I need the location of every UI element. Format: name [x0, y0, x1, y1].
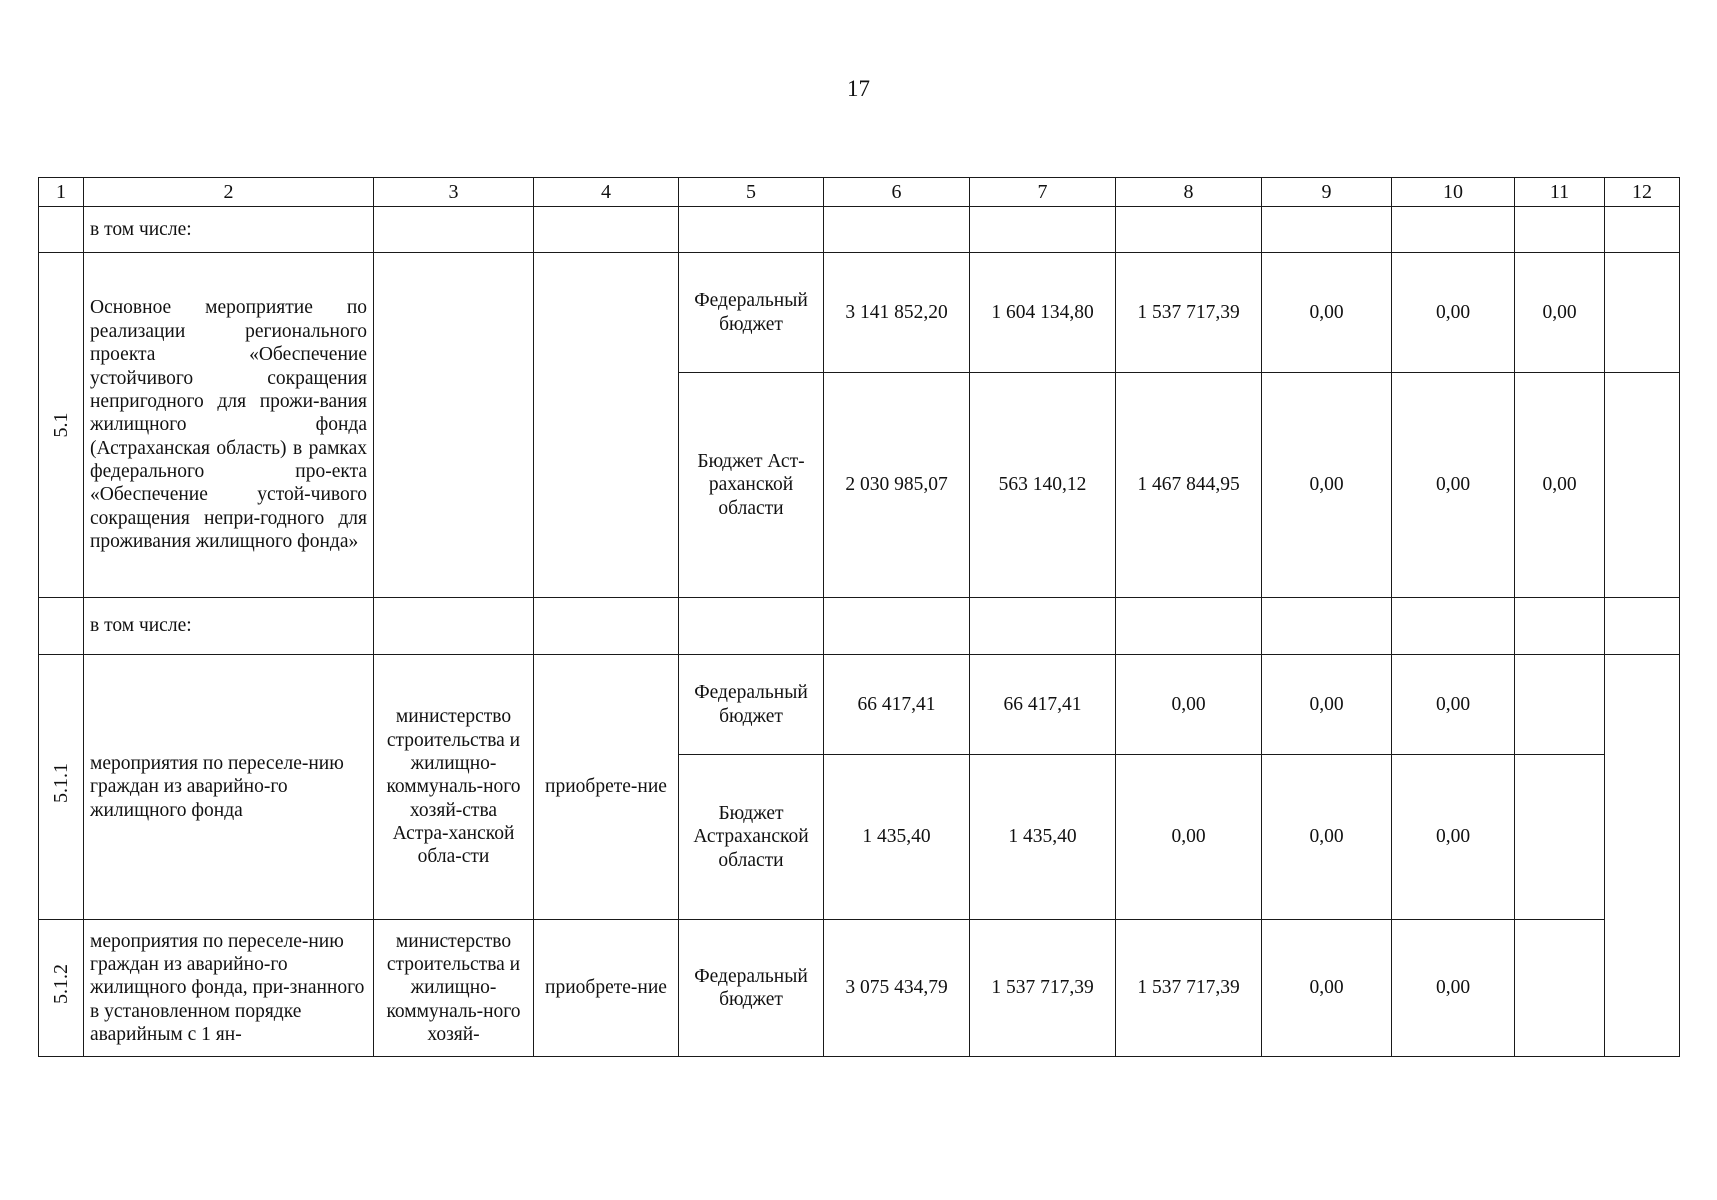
table-row [39, 253, 1680, 373]
header-cell: 3 [374, 178, 534, 207]
header-row [39, 178, 1680, 207]
header-cell: 8 [1116, 178, 1262, 207]
amount-cell: 0,00 [1262, 755, 1392, 920]
row-code: 5.1.2 [50, 964, 72, 1004]
header-cell: 12 [1605, 178, 1680, 207]
header-cell: 2 [84, 178, 374, 207]
budget-table [38, 177, 1680, 1057]
funding-source: Бюджет Астраханской области [679, 755, 824, 920]
amount-cell: 0,00 [1515, 373, 1605, 598]
header-cell: 6 [824, 178, 970, 207]
measure-description: мероприятия по переселе-нию граждан из аварийно-го жилищного фонда, при-знанного в установленном порядке аварийным с 1 ян- [84, 920, 374, 1057]
amount-cell: 1 537 717,39 [1116, 253, 1262, 373]
amount-cell: 1 435,40 [970, 755, 1116, 920]
amount-cell: 0,00 [1392, 755, 1515, 920]
amount-cell: 66 417,41 [824, 655, 970, 755]
funding-source: Бюджет Аст-раханской области [679, 373, 824, 598]
responsible-organization: министерство строительства и жилищно-коммуналь-ного хозяй- [374, 920, 534, 1057]
row-code-cell [39, 655, 84, 920]
amount-cell: 3 141 852,20 [824, 253, 970, 373]
amount-cell: 0,00 [1262, 253, 1392, 373]
measure-description: мероприятия по переселе-нию граждан из аварийно-го жилищного фонда [84, 655, 374, 920]
measure-type: приобрете-ние [534, 920, 679, 1057]
page-number: 17 [847, 76, 870, 101]
header-cell: 7 [970, 178, 1116, 207]
header-cell: 11 [1515, 178, 1605, 207]
amount-cell: 1 537 717,39 [1116, 920, 1262, 1057]
header-cell: 1 [39, 178, 84, 207]
amount-cell: 3 075 434,79 [824, 920, 970, 1057]
including-label: в том числе: [84, 207, 374, 253]
header-cell: 4 [534, 178, 679, 207]
amount-cell: 1 604 134,80 [970, 253, 1116, 373]
including-label: в том числе: [84, 598, 374, 655]
amount-cell: 0,00 [1116, 755, 1262, 920]
row-code-cell [39, 253, 84, 598]
subheading-row [39, 207, 1680, 253]
amount-cell: 563 140,12 [970, 373, 1116, 598]
header-cell: 10 [1392, 178, 1515, 207]
amount-cell: 0,00 [1392, 920, 1515, 1057]
amount-cell: 0,00 [1262, 655, 1392, 755]
subheading-row [39, 598, 1680, 655]
header-cell: 5 [679, 178, 824, 207]
header-cell: 9 [1262, 178, 1392, 207]
amount-cell: 0,00 [1116, 655, 1262, 755]
amount-cell: 0,00 [1392, 655, 1515, 755]
measure-description: Основное мероприятие по реализации регионального проекта «Обеспечение устойчивого сокращения непригодного для прожи-вания жилищного фонда (Астраханская область) в рамках федерального про-екта «Обеспечение устой-чивого сокращения непри-годного для проживания жилищного фонда» [84, 253, 374, 598]
row-code-cell [39, 920, 84, 1057]
responsible-organization: министерство строительства и жилищно-коммуналь-ного хозяй-ства Астра-ханской обла-сти [374, 655, 534, 920]
table-row [39, 655, 1680, 755]
row-code: 5.1.1 [50, 763, 72, 803]
funding-source: Федеральный бюджет [679, 253, 824, 373]
funding-source: Федеральный бюджет [679, 920, 824, 1057]
funding-source: Федеральный бюджет [679, 655, 824, 755]
amount-cell: 0,00 [1392, 373, 1515, 598]
amount-cell: 0,00 [1262, 920, 1392, 1057]
row-code: 5.1 [50, 412, 72, 438]
measure-type: приобрете-ние [534, 655, 679, 920]
amount-cell: 0,00 [1262, 373, 1392, 598]
table-row [39, 920, 1680, 1057]
amount-cell: 1 467 844,95 [1116, 373, 1262, 598]
amount-cell: 0,00 [1392, 253, 1515, 373]
amount-cell: 2 030 985,07 [824, 373, 970, 598]
amount-cell: 66 417,41 [970, 655, 1116, 755]
amount-cell: 1 537 717,39 [970, 920, 1116, 1057]
amount-cell: 1 435,40 [824, 755, 970, 920]
amount-cell: 0,00 [1515, 253, 1605, 373]
